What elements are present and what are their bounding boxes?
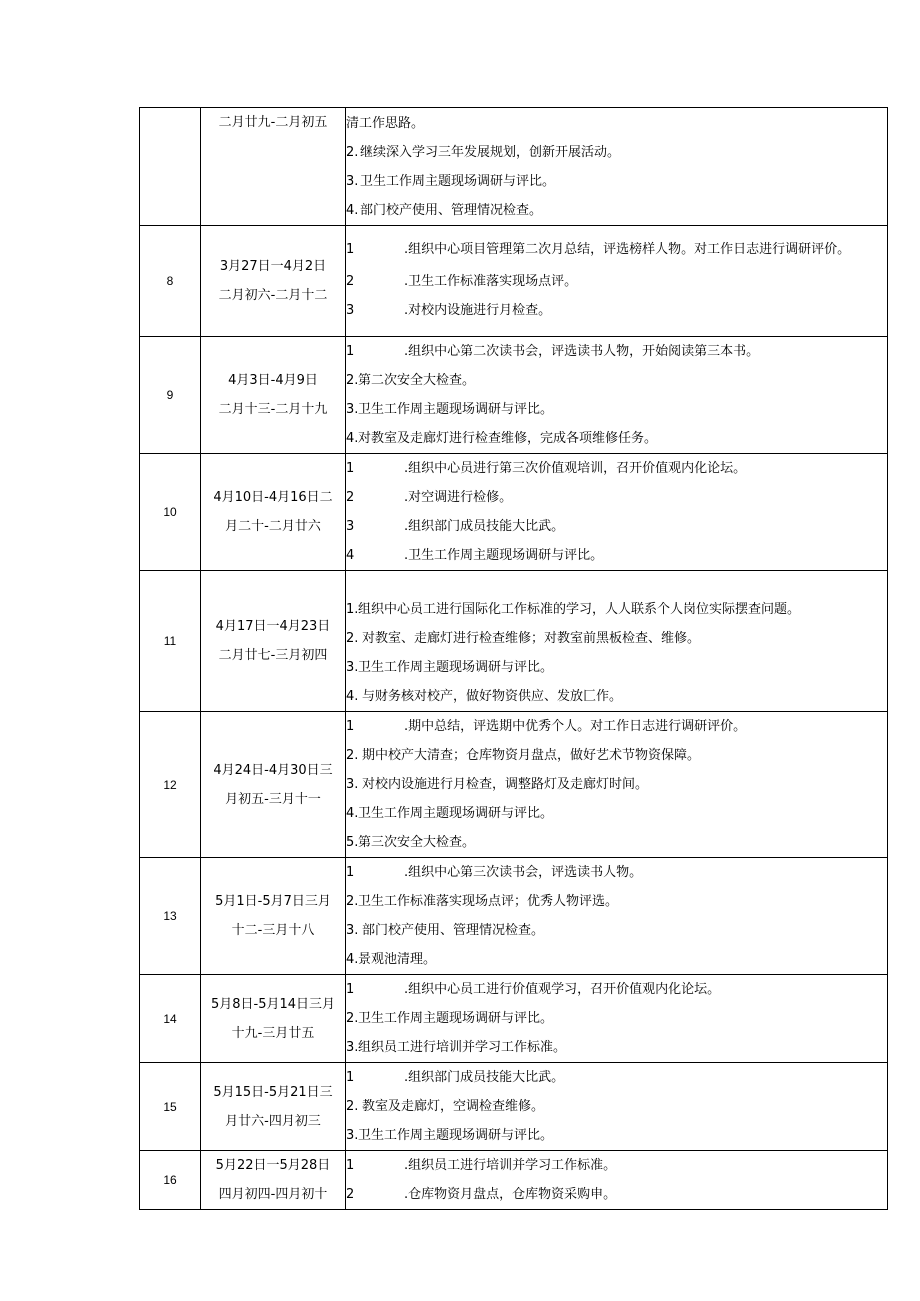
task-item: 3.卫生工作周主题现场调研与评比。 (346, 1128, 554, 1143)
task-item: 1 .组织中心第三次读书会，评选读书人物。 (346, 865, 643, 880)
task-item: 3. 部门校产使用、管理情况检查。 (346, 923, 545, 938)
date-range (201, 337, 346, 454)
task-item: 2 .仓库物资月盘点，仓库物资采购申。 (346, 1187, 617, 1202)
task-item: 4 .卫生工作周主题现场调研与评比。 (346, 548, 604, 563)
table-row (140, 1151, 888, 1210)
task-item: 1 .期中总结，评选期中优秀个人。对工作日志进行调研评价。 (346, 719, 747, 734)
task-list (346, 108, 888, 226)
table-row (140, 108, 888, 226)
date-range (201, 712, 346, 858)
date-line: 十二-三月十八 (231, 923, 315, 938)
work-schedule-table (139, 107, 888, 1210)
date-line: 二月廿九-二月初五 (218, 115, 328, 130)
week-number (140, 108, 201, 226)
week-number: 10 (140, 454, 201, 571)
task-list (346, 454, 888, 571)
week-number: 8 (140, 226, 201, 337)
task-list (346, 712, 888, 858)
week-number: 9 (140, 337, 201, 454)
date-line: 5月8日-5月14日三月 (210, 996, 336, 1012)
date-line: 二月廿七-三月初四 (218, 648, 328, 663)
task-item: 4. 部门校产使用、管理情况检查。 (346, 202, 543, 218)
table-row (140, 571, 888, 712)
date-line: 月初五-三月十一 (225, 791, 321, 807)
task-item: 2. 对教室、走廊灯进行检查维修；对教室前黑板检查、维修。 (346, 631, 701, 646)
task-item: 1 .组织中心员进行第三次价值观培训，召开价值观内化论坛。 (346, 461, 747, 476)
task-item: 清工作思路。 (346, 115, 425, 131)
table-row (140, 454, 888, 571)
date-line: 二月初六-二月十二 (218, 288, 328, 303)
date-range (201, 975, 346, 1063)
date-line: 5月15日-5月21日三 (213, 1084, 333, 1100)
date-line: 四月初四-四月初十 (218, 1187, 328, 1202)
task-item: 4.对教室及走廊灯进行检查维修，完成各项维修任务。 (346, 431, 658, 446)
task-list (346, 975, 888, 1063)
task-list (346, 1151, 888, 1210)
date-line: 3月27日一4月2日 (219, 259, 327, 274)
date-line: 4月24日-4月30日三 (213, 762, 333, 778)
task-item: 1 .组织中心项目管理第二次月总结，评选榜样人物。对工作日志进行调研评价。 (346, 241, 851, 257)
task-list (346, 337, 888, 454)
task-list (346, 1063, 888, 1151)
task-item: 4. 与财务核对校产，做好物资供应、发放匚作。 (346, 689, 623, 704)
task-item: 2. 继续深入学习三年发展规划，创新开展活动。 (346, 144, 621, 160)
week-number: 11 (140, 571, 201, 712)
date-line: 5月22日一5月28日 (215, 1158, 331, 1173)
table-row (140, 712, 888, 858)
task-item: 2 .对空调进行检修。 (346, 490, 513, 505)
task-list (346, 571, 888, 712)
task-list (346, 226, 888, 337)
task-item: 3.组织员工进行培训并学习工作标准。 (346, 1040, 567, 1055)
date-range (201, 858, 346, 975)
task-item: 4.卫生工作周主题现场调研与评比。 (346, 806, 554, 821)
date-line: 4月17日一4月23日 (215, 619, 331, 634)
task-item: 1.组织中心员工进行国际化工作标准的学习，人人联系个人岗位实际摆查问题。 (346, 602, 801, 617)
task-item: 3. 卫生工作周主题现场调研与评比。 (346, 173, 556, 189)
table-row (140, 226, 888, 337)
week-number: 12 (140, 712, 201, 858)
date-line: 5月1日-5月7日三月 (215, 894, 331, 909)
date-range (201, 1151, 346, 1210)
task-item: 5.第三次安全大检查。 (346, 835, 476, 850)
date-line: 4月10日-4月16日二 (213, 490, 333, 505)
task-item: 1 .组织中心第二次读书会，评选读书人物，开始阅读第三本书。 (346, 344, 760, 359)
date-line: 二月十三-二月十九 (218, 402, 328, 417)
date-range (201, 226, 346, 337)
task-item: 4.景观池清理。 (346, 952, 437, 967)
task-item: 2. 教室及走廊灯，空调检查维修。 (346, 1099, 545, 1114)
task-item: 3 .组织部门成员技能大比武。 (346, 519, 565, 534)
task-item: 1 .组织中心员工进行价值观学习，召开价值观内化论坛。 (346, 982, 721, 997)
task-item: 2.第二次安全大检查。 (346, 373, 476, 388)
task-list (346, 858, 888, 975)
week-number: 16 (140, 1151, 201, 1210)
date-line: 4月3日-4月9日 (228, 373, 318, 388)
task-item: 2.卫生工作标准落实现场点评；优秀人物评选。 (346, 894, 619, 909)
task-item: 2.卫生工作周主题现场调研与评比。 (346, 1011, 554, 1026)
task-item: 1 .组织员工进行培训并学习工作标准。 (346, 1158, 617, 1173)
task-item: 1 .组织部门成员技能大比武。 (346, 1070, 565, 1085)
task-item: 3. 对校内设施进行月检查，调整路灯及走廊灯时间。 (346, 777, 649, 792)
date-range (201, 571, 346, 712)
date-line: 月廿六-四月初三 (225, 1113, 321, 1129)
task-item: 3.卫生工作周主题现场调研与评比。 (346, 660, 554, 675)
table-row (140, 975, 888, 1063)
table-row (140, 1063, 888, 1151)
task-item: 2 .卫生工作标准落实现场点评。 (346, 273, 578, 289)
week-number: 15 (140, 1063, 201, 1151)
task-item: 2. 期中校产大清查；仓库物资月盘点，做好艺术节物资保障。 (346, 748, 701, 763)
week-number: 13 (140, 858, 201, 975)
week-number: 14 (140, 975, 201, 1063)
date-line: 月二十-二月廿六 (225, 519, 321, 534)
date-range (201, 1063, 346, 1151)
date-range (201, 108, 346, 226)
table-row (140, 858, 888, 975)
table-row (140, 337, 888, 454)
task-item: 3 .对校内设施进行月检查。 (346, 302, 552, 318)
date-range (201, 454, 346, 571)
schedule-body (140, 108, 888, 1210)
task-item: 3.卫生工作周主题现场调研与评比。 (346, 402, 554, 417)
date-line: 十九-三月廿五 (231, 1025, 315, 1041)
